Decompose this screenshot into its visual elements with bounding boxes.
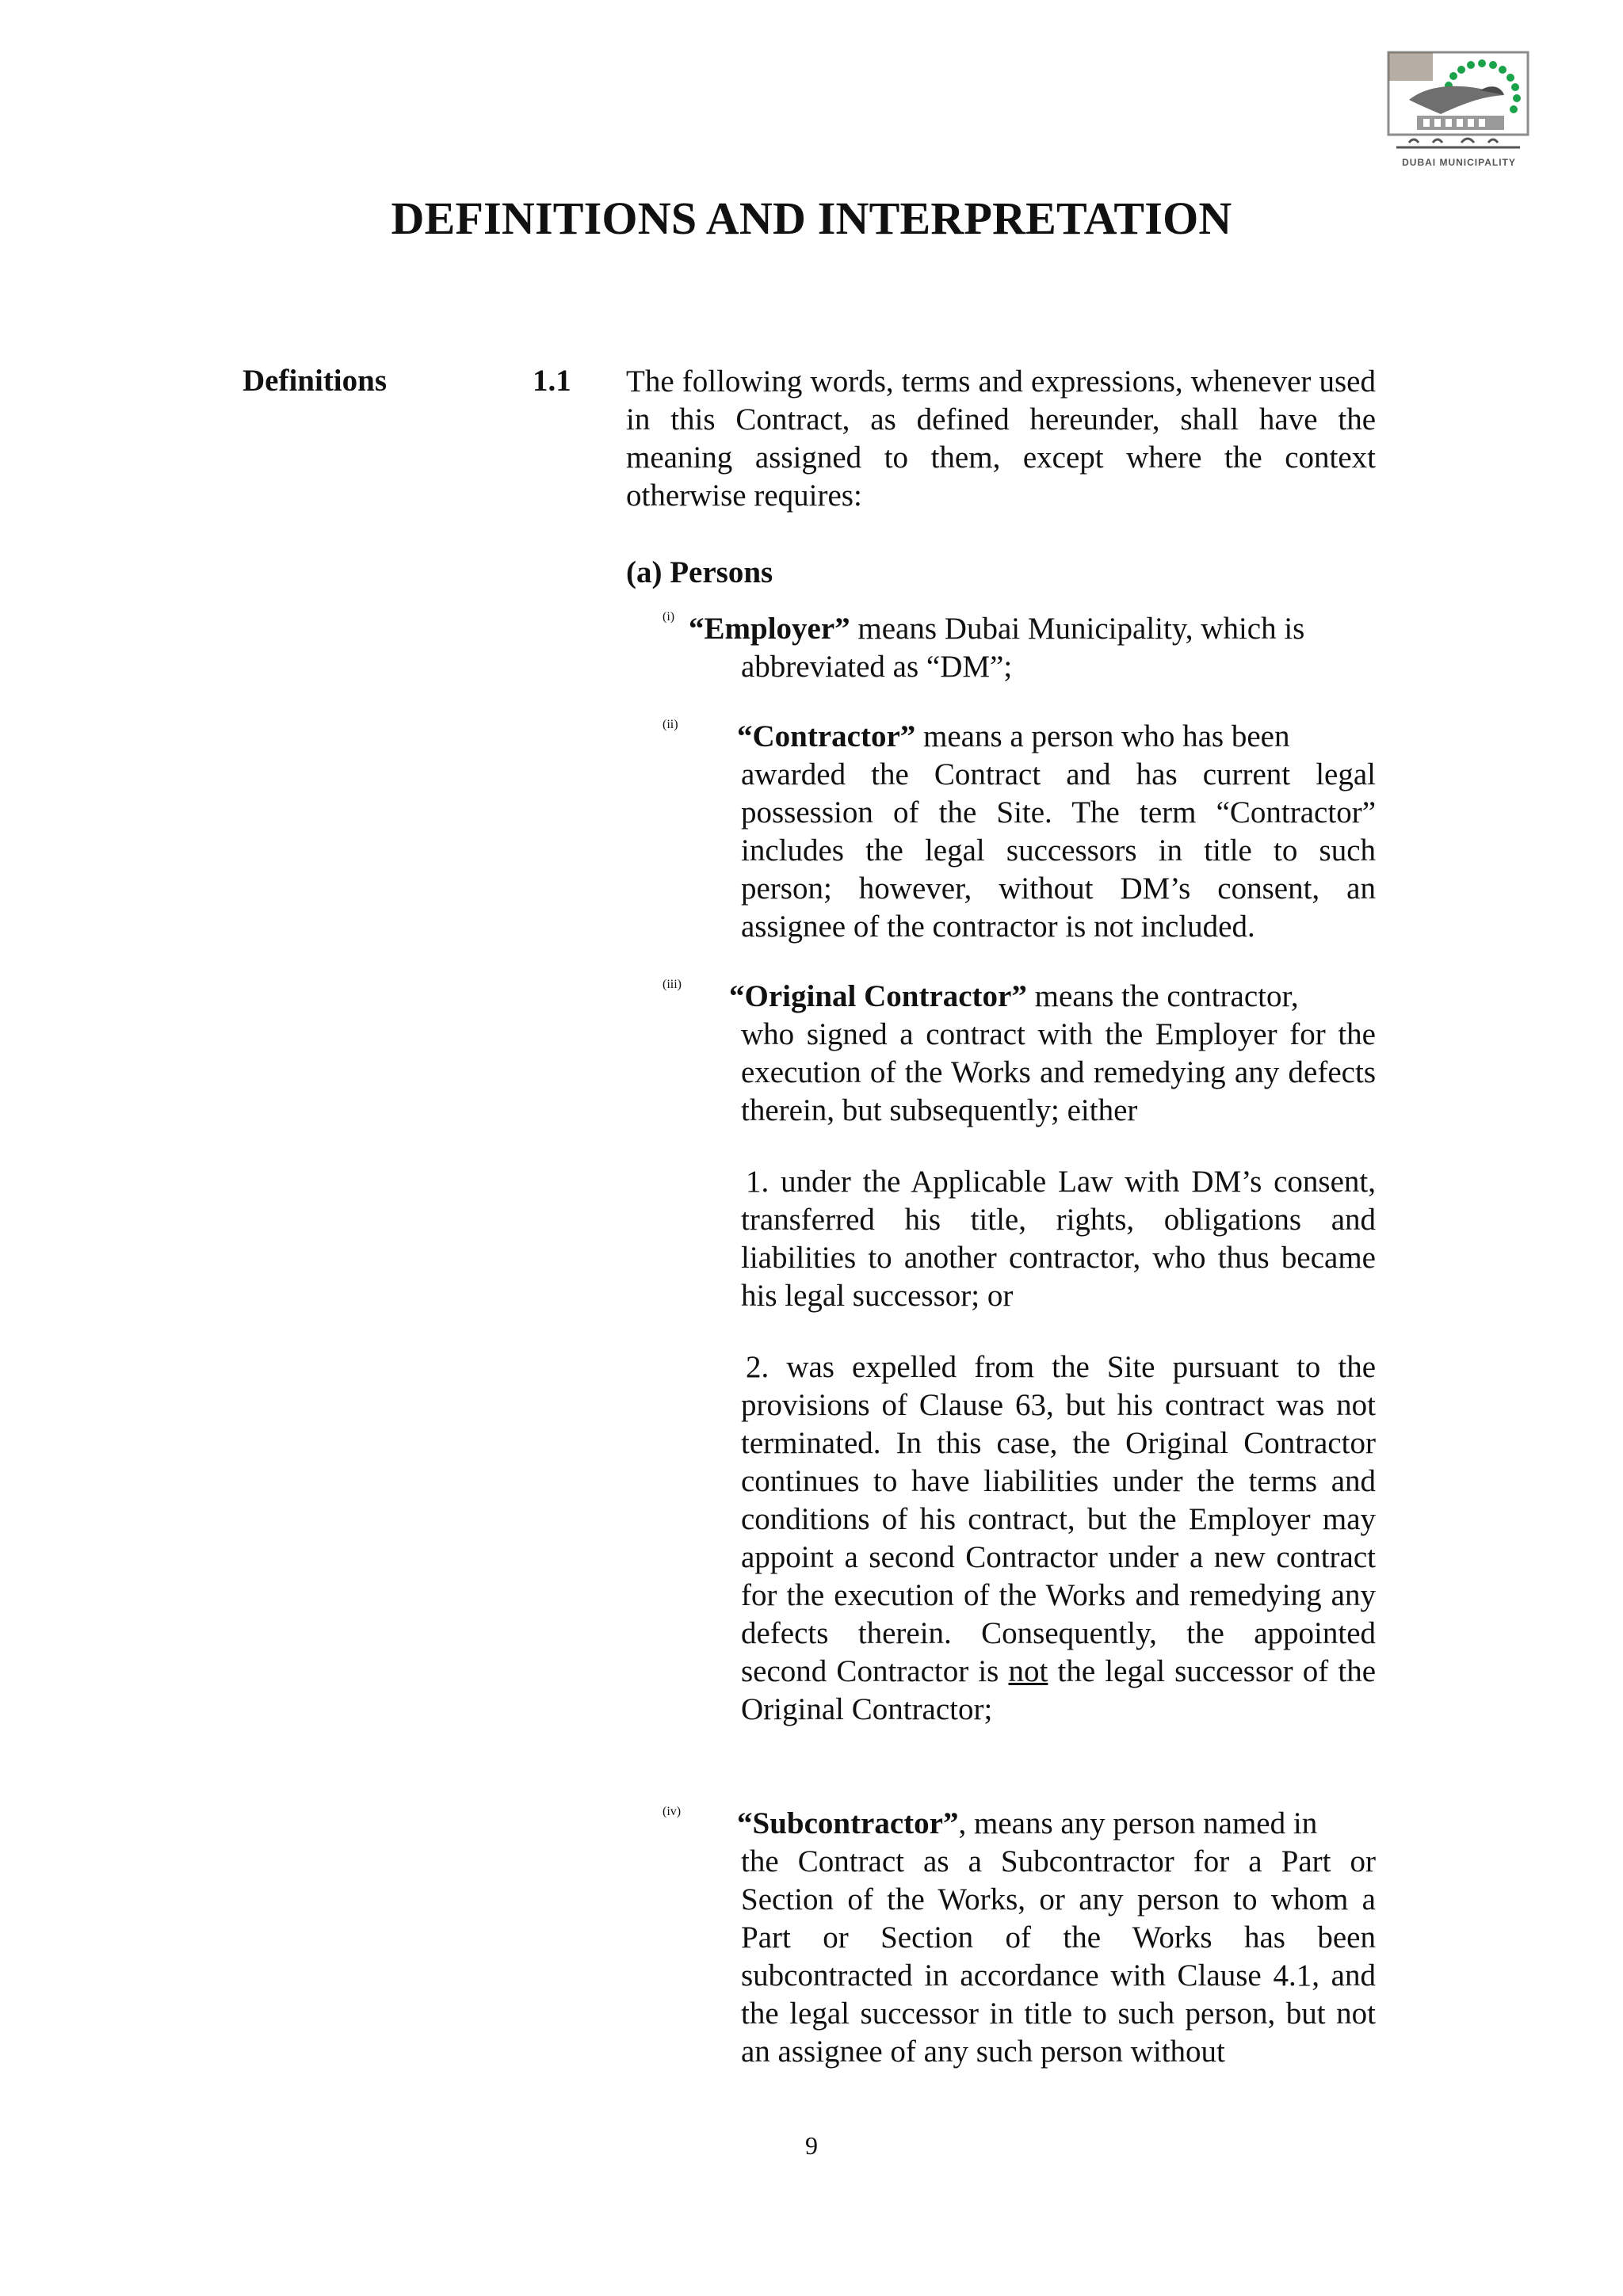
definition-first-line (737, 1805, 1376, 1843)
sub-item-number: 2. (746, 1350, 769, 1384)
definition-number: (iv) (663, 1805, 682, 1818)
definition-number: (ii) (663, 718, 678, 731)
emphasis-underlined: not (1008, 1654, 1048, 1688)
definition-first-text: means the contractor, (1034, 979, 1299, 1013)
defined-term: “Subcontractor” (737, 1806, 959, 1840)
dubai-municipality-logo-icon (1385, 49, 1533, 154)
defined-term: “Employer” (689, 612, 850, 646)
page-title: DEFINITIONS AND INTERPRETATION (391, 193, 1232, 244)
sub-item-1 (741, 1163, 1376, 1315)
definition-text: who signed a contract with the Employer for the execution of the Works and remedying any defects therein, but subsequently; either (741, 1017, 1376, 1127)
logo-caption: DUBAI MUNICIPALITY (1402, 157, 1516, 168)
sub-item-2 (741, 1348, 1376, 1729)
definition-subcontractor (663, 1805, 1376, 2071)
definition-first-text: means a person who has been (923, 719, 1290, 753)
side-heading-definitions: Definitions (242, 364, 388, 398)
definition-first-line (737, 718, 1376, 756)
sub-item-body: was expelled from the Site pursuant to the provisions of Clause 63, but his contract was not terminated. In this case, the Original Contractor continues to have liabilities under the terms and conditions of his contract, but the Employer may appoint a second Contractor under a new contract for the execution of the Works and remedying any defects therein. Consequently, the appointed second Contractor is (741, 1350, 1377, 1688)
definition-first-line (689, 610, 1376, 648)
sub-item-number: 1. (746, 1165, 769, 1199)
definition-original-contractor (663, 978, 1376, 1130)
defined-term: “Contractor” (737, 719, 916, 753)
definition-number: (i) (663, 610, 675, 624)
definition-text: abbreviated as “DM”; (741, 650, 1013, 684)
defined-term: “Original Contractor” (729, 979, 1027, 1013)
clause-intro-paragraph: The following words, terms and expressions, whenever used in this Contract, as defined hereunder, shall have the meaning assigned to them, except where the context otherwise requires: (626, 364, 1376, 513)
clause-number: 1.1 (533, 364, 571, 398)
sub-item-body-end: the legal successor of the Original Contractor; (741, 1654, 1377, 1726)
definition-text: the Contract as a Subcontractor for a Part or Section of the Works, or any person to whom a Part or Section of the Works has been subcontracted in accordance with Clause 4.1, and the legal successor in title to such person, but not an assignee of any such person without (741, 1844, 1376, 2069)
definition-contractor (663, 718, 1376, 946)
definition-first-line (729, 978, 1376, 1016)
definition-number: (iii) (663, 978, 682, 991)
definition-first-text: , means any person named in (958, 1806, 1318, 1840)
definition-text: awarded the Contract and has current legal possession of the Site. The term “Contractor” includes the legal successors in title to such person; however, without DM’s consent, an assignee of the contractor is not included. (741, 757, 1376, 944)
dubai-municipality-logo (1385, 49, 1533, 170)
definition-employer (663, 610, 1376, 686)
sub-item-text (741, 1348, 1376, 1729)
sub-item-body: under the Applicable Law with DM’s consent, transferred his title, rights, obligations and liabilities to another contractor, who thus became his legal successor; or (741, 1165, 1377, 1313)
page-number: 9 (805, 2131, 818, 2160)
definition-first-text: means Dubai Municipality, which is (857, 612, 1305, 646)
subheading-persons: (a) Persons (626, 555, 773, 589)
sub-item-text (741, 1163, 1376, 1315)
